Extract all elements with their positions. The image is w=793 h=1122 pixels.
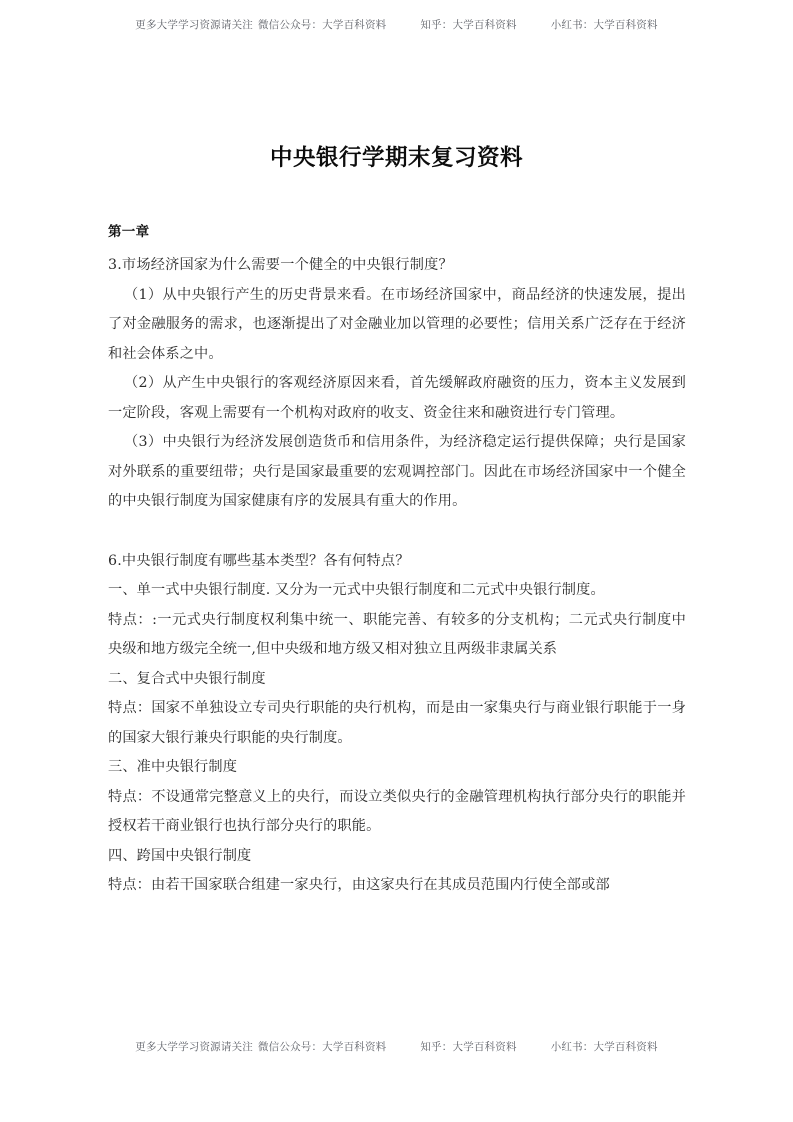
- document-body: [108, 222, 686, 901]
- header-wechat-text: 微信公众号：大学百科资料: [257, 19, 387, 31]
- header-zhihu-text: 知乎：大学百科资料: [420, 19, 517, 31]
- type-feature: 特点：不设通常完整意义上的央行，而设立类似央行的金融管理机构执行部分央行的职能并授权若干商业银行也执行部分央行的职能。: [108, 788, 686, 834]
- question-prompt: 3.市场经济国家为什么需要一个健全的中央银行制度？: [108, 257, 453, 273]
- section-spacer: [108, 517, 686, 547]
- type-heading: 三、准中央银行制度: [108, 759, 238, 775]
- footer-lead-text: 更多大学学习资源请关注: [135, 1041, 253, 1053]
- footer-xiaohongshu-text: 小红书：大学百科资料: [550, 1041, 658, 1053]
- page-header: [0, 17, 793, 32]
- type-feature: 特点：:一元式央行制度权利集中统一、职能完善、有较多的分支机构；二元式央行制度中央级和地方级完全统一,但中央级和地方级又相对独立且两级非隶属关系: [108, 611, 686, 657]
- question-block-6: [108, 547, 686, 901]
- page-footer-inner: [135, 1039, 657, 1054]
- answer-paragraph: （2）从产生中央银行的客观经济原因来看，首先缓解政府融资的压力，资本主义发展到一定阶段，客观上需要有一个机构对政府的收支、资金往来和融资进行专门管理。: [108, 375, 686, 421]
- page-footer: [0, 1039, 793, 1054]
- question-block-3: [108, 251, 686, 517]
- type-heading: 二、复合式中央银行制度: [108, 670, 266, 687]
- chapter-heading: 第一章: [108, 224, 150, 240]
- document-title: 中央银行学期末复习资料: [269, 145, 523, 171]
- footer-zhihu-text: 知乎：大学百科资料: [420, 1041, 517, 1053]
- type-feature: 特点：由若干国家联合组建一家央行，由这家央行在其成员范围内行使全部或部: [108, 877, 610, 893]
- header-lead-text: 更多大学学习资源请关注: [135, 19, 253, 31]
- question-prompt: 6.中央银行制度有哪些基本类型？各有何特点？: [108, 552, 410, 569]
- header-xiaohongshu-text: 小红书：大学百科资料: [550, 19, 658, 31]
- answer-paragraph: （1）从中央银行产生的历史背景来看。在市场经济国家中，商品经济的快速发展，提出了对金融服务的需求，也逐渐提出了对金融业加以管理的必要性；信用关系广泛存在于经济和社会体系之中。: [108, 286, 686, 362]
- footer-wechat-text: 微信公众号：大学百科资料: [257, 1041, 387, 1053]
- page-header-inner: [135, 17, 657, 32]
- type-heading: 一、单一式中央银行制度. 又分为一元式中央银行制度和二元式中央银行制度。: [108, 582, 605, 598]
- type-feature: 特点：国家不单独设立专司央行职能的央行机构，而是由一家集央行与商业银行职能于一身的国家大银行兼央行职能的央行制度。: [108, 700, 686, 746]
- type-heading: 四、跨国中央银行制度: [108, 847, 252, 864]
- answer-paragraph: （3）中央银行为经济发展创造货币和信用条件，为经济稳定运行提供保障；央行是国家对外联系的重要纽带；央行是国家最重要的宏观调控部门。因此在市场经济国家中一个健全的中央银行制度为国家健康有序的发展具有重大的作用。: [108, 434, 686, 509]
